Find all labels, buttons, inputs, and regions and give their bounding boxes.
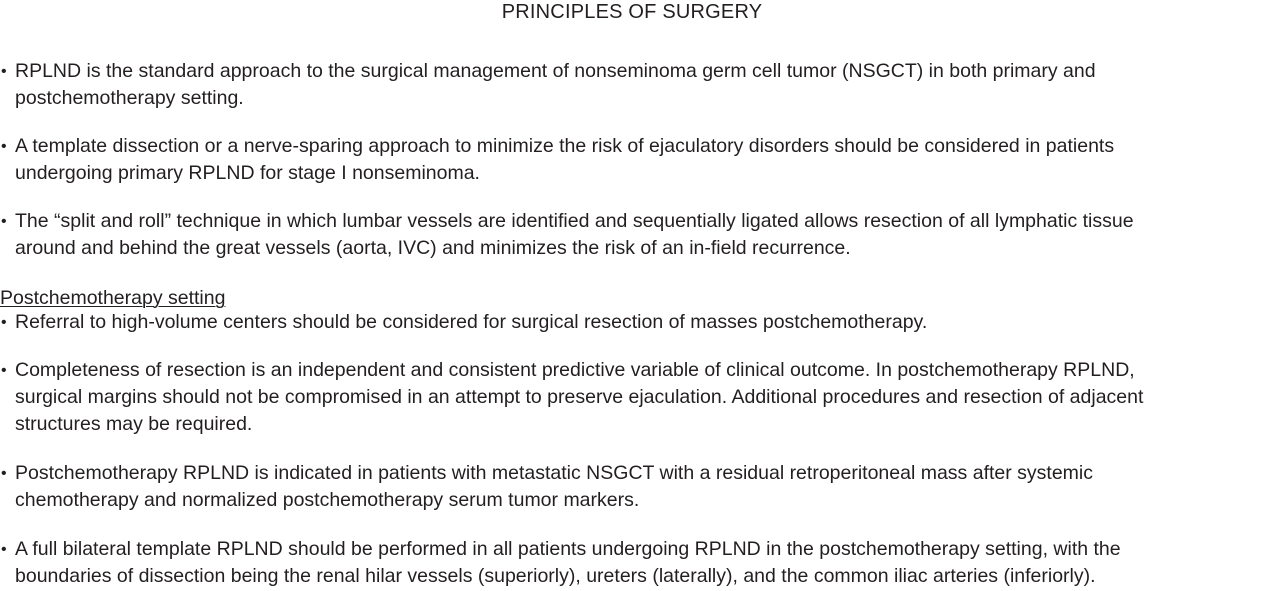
list-item-text: Postchemotherapy RPLND is indicated in patients with metastatic NSGCT with a residual retroperitoneal mass after systemic chemotherapy and normalized postchemotherapy serum tumor markers. bbox=[15, 462, 1094, 511]
list-item bbox=[0, 133, 1280, 187]
section-heading: Postchemotherapy setting bbox=[0, 287, 226, 309]
list-item bbox=[0, 309, 1280, 336]
list-item-text: Completeness of resection is an independent and consistent predictive variable of clinical outcome. In postchemotherapy RPLND, surgical margins should not be compromised in an attempt to preserve ejaculation. Additional procedures and resection of adjacent structures may be required. bbox=[15, 359, 1144, 435]
page-title: PRINCIPLES OF SURGERY bbox=[501, 1, 763, 23]
list-item-text: A template dissection or a nerve-sparing approach to minimize the risk of ejaculatory disorders should be considered in patients undergoing primary RPLND for stage I nonseminoma. bbox=[15, 135, 1115, 184]
list-item-text: The “split and roll” technique in which lumbar vessels are identified and sequentially ligated allows resection of all lymphatic tissue around and behind the great vessels (aorta, IVC) and minimizes the risk of an in-field recurrence. bbox=[15, 210, 1134, 259]
bullet-icon: • bbox=[1, 63, 7, 80]
list-item-text: A full bilateral template RPLND should be performed in all patients undergoing RPLND in the postchemotherapy setting, with the boundaries of dissection being the renal hilar vessels (superiorly), ureters (laterally), and the common iliac arteries (inferiorly). bbox=[15, 538, 1121, 587]
bullet-icon: • bbox=[1, 465, 7, 482]
list-item bbox=[0, 208, 1280, 262]
list-item bbox=[0, 536, 1280, 590]
list-item-text: RPLND is the standard approach to the surgical management of nonseminoma germ cell tumor (NSGCT) in both primary and postchemotherapy setting. bbox=[15, 60, 1096, 109]
list-item bbox=[0, 460, 1280, 514]
list-item bbox=[0, 357, 1280, 438]
bullet-icon: • bbox=[1, 314, 7, 331]
bullet-icon: • bbox=[1, 213, 7, 230]
list-item-text: Referral to high-volume centers should be considered for surgical resection of masses postchemotherapy. bbox=[15, 311, 928, 333]
bullet-icon: • bbox=[1, 541, 7, 558]
bullet-icon: • bbox=[1, 362, 7, 379]
list-item bbox=[0, 58, 1280, 112]
bullet-icon: • bbox=[1, 138, 7, 155]
